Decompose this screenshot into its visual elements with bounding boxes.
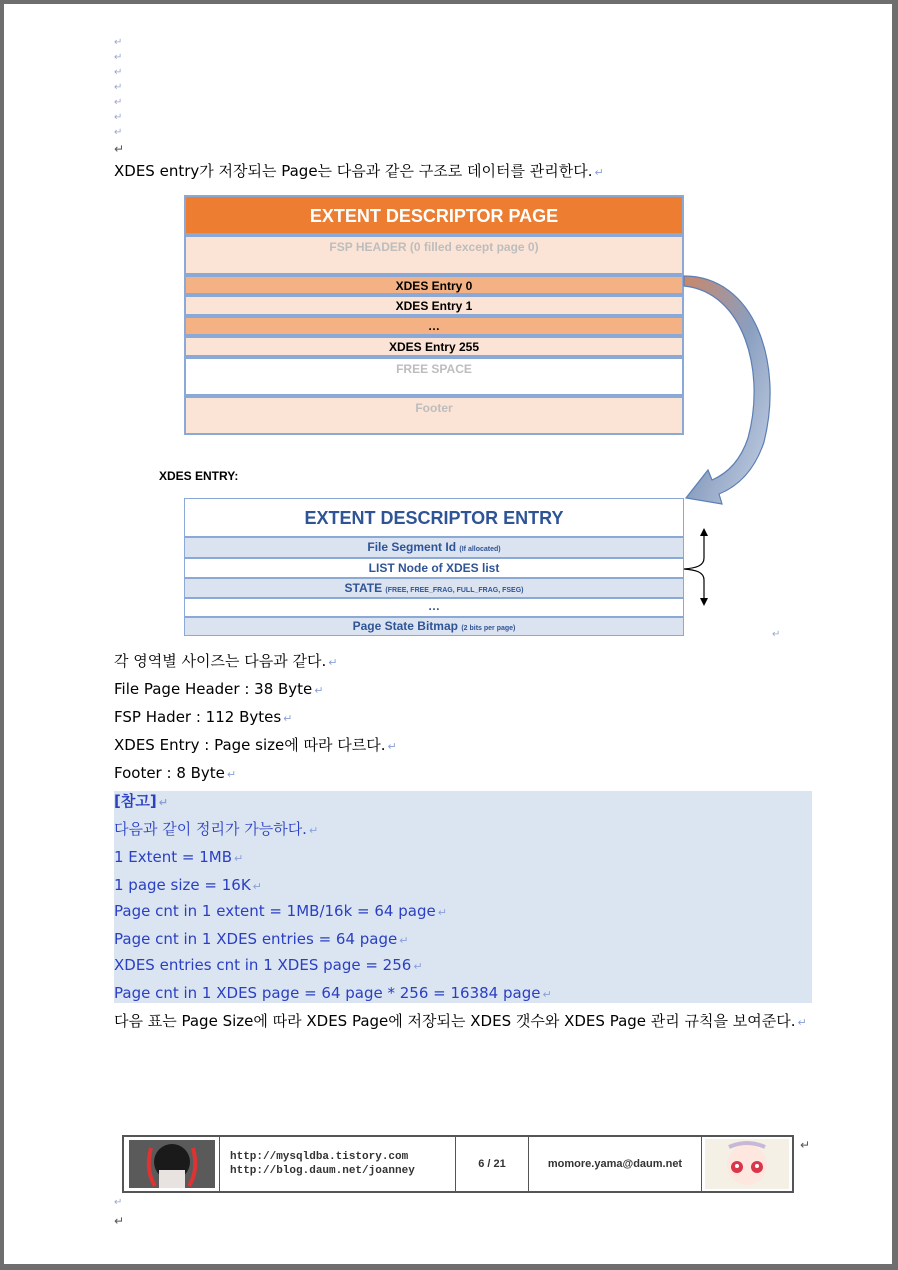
size-line-text: XDES Entry : Page size에 따라 다르다.: [114, 736, 386, 754]
xdes-entry-row: XDES Entry 1: [184, 295, 684, 316]
entry-row: [184, 558, 684, 578]
note-line-text: XDES entries cnt in 1 XDES page = 256: [114, 956, 412, 974]
note-title-text: [참고]: [114, 792, 157, 810]
avatar: [705, 1139, 789, 1189]
closing-text: 다음 표는 Page Size에 따라 XDES Page에 저장되는 XDES 갯수와 XDES Page 관리 규칙을 보여준다.: [114, 1012, 796, 1030]
note-line: [114, 930, 408, 950]
paragraph-mark: ↵: [399, 934, 409, 947]
entry-row-sub: (2 bits per page): [461, 625, 516, 632]
entry-diagram-title: EXTENT DESCRIPTOR ENTRY: [184, 498, 684, 537]
note-line: [114, 956, 423, 976]
entry-row-main: LIST Node of XDES list: [368, 561, 500, 575]
size-line: [114, 680, 324, 700]
note-line-text: 다음과 같이 정리가 가능하다.: [114, 820, 307, 838]
entry-row-sub: (FREE, FREE_FRAG, FULL_FRAG, FSEG): [385, 587, 524, 594]
note-line-text: Page cnt in 1 extent = 1MB/16k = 64 page: [114, 902, 436, 920]
paragraph-mark: ↵: [114, 112, 123, 123]
note-line: [114, 984, 552, 1004]
footer-row: Footer: [184, 396, 684, 435]
paragraph-mark: ↵: [114, 52, 123, 63]
brace-arrows-icon: [676, 526, 716, 606]
paragraph-mark: ↵: [114, 67, 123, 78]
footer-url-link[interactable]: http://mysqldba.tistory.com: [230, 1151, 409, 1163]
footer-email-cell: [529, 1137, 702, 1191]
entry-row: [184, 537, 684, 558]
free-space-row: FREE SPACE: [184, 357, 684, 396]
footer-avatar-left-cell: [124, 1137, 220, 1191]
paragraph-mark: ↵: [314, 684, 324, 697]
paragraph-mark: ↵: [308, 824, 319, 837]
paragraph-mark: ↵: [226, 768, 237, 781]
closing-paragraph: [114, 1012, 807, 1032]
footer-avatar-right-cell: [702, 1137, 792, 1191]
paragraph-mark: ↵: [800, 1138, 811, 1152]
note-line: [114, 820, 318, 840]
entry-row-main: File Segment Id: [367, 540, 457, 554]
note-line: [114, 848, 243, 868]
note-title: [114, 792, 168, 812]
paragraph-mark: ↵: [114, 127, 123, 138]
paragraph-mark: ↵: [114, 82, 123, 93]
size-line: [114, 708, 292, 728]
note-line-text: 1 page size = 16K: [114, 876, 251, 894]
paragraph-mark: ↵: [328, 656, 338, 669]
entry-row-main: …: [428, 599, 440, 613]
entry-row-main: STATE: [344, 581, 383, 595]
size-line-text: 각 영역별 사이즈는 다음과 같다.: [114, 652, 327, 670]
intro-text: XDES entry가 저장되는 Page는 다음과 같은 구조로 데이터를 관리한다.: [114, 162, 593, 180]
page-diagram-title: EXTENT DESCRIPTOR PAGE: [184, 195, 684, 235]
note-line-text: Page cnt in 1 XDES page = 64 page * 256 = 16384 page: [114, 984, 541, 1002]
size-line: [114, 736, 397, 756]
paragraph-mark: ↵: [387, 740, 397, 753]
xdes-entry-ellipsis-row: …: [184, 316, 684, 336]
avatar: [129, 1140, 215, 1188]
entry-row-main: Page State Bitmap: [352, 619, 458, 633]
xdes-entry-label: XDES ENTRY:: [159, 469, 239, 483]
document-page: [4, 4, 892, 1264]
size-line-text: File Page Header : 38 Byte: [114, 680, 313, 698]
xdes-entry-row: XDES Entry 0: [184, 275, 684, 295]
paragraph-mark: ↵: [114, 97, 123, 108]
paragraph-mark: ↵: [594, 166, 604, 179]
footer-email-link[interactable]: momore.yama@daum.net: [547, 1158, 683, 1170]
size-line-text: Footer : 8 Byte: [114, 764, 225, 782]
note-line-text: Page cnt in 1 XDES entries = 64 page: [114, 930, 398, 948]
paragraph-mark: ↵: [772, 629, 781, 640]
paragraph-mark: ↵: [542, 988, 552, 1001]
paragraph-mark: ↵: [158, 796, 168, 809]
paragraph-mark: ↵: [252, 880, 262, 893]
note-line: [114, 902, 447, 922]
size-line: [114, 652, 337, 672]
fsp-header-row: FSP HEADER (0 filled except page 0): [184, 235, 684, 275]
page-number: 6 / 21: [478, 1158, 506, 1170]
note-line-text: 1 Extent = 1MB: [114, 848, 233, 866]
page-footer: [122, 1135, 794, 1193]
paragraph-mark: ↵: [413, 960, 423, 973]
entry-row-sub: (If allocated): [459, 546, 501, 553]
footer-urls-cell: [220, 1137, 456, 1191]
entry-row: [184, 598, 684, 617]
footer-page-number-cell: [456, 1137, 529, 1191]
size-line: [114, 764, 236, 784]
xdes-entry-row: XDES Entry 255: [184, 336, 684, 357]
entry-row: [184, 578, 684, 598]
intro-paragraph: [114, 162, 604, 182]
paragraph-mark: ↵: [114, 142, 125, 156]
paragraph-mark: ↵: [234, 852, 244, 865]
footer-url-link[interactable]: http://blog.daum.net/joanney: [230, 1165, 415, 1177]
paragraph-mark: ↵: [114, 1197, 123, 1208]
paragraph-mark: ↵: [114, 1214, 125, 1228]
paragraph-mark: ↵: [283, 712, 293, 725]
curved-arrow-icon: [674, 272, 784, 512]
paragraph-mark: ↵: [114, 37, 123, 48]
note-line: [114, 876, 262, 896]
entry-row: [184, 617, 684, 636]
paragraph-mark: ↵: [437, 906, 447, 919]
paragraph-mark: ↵: [797, 1016, 807, 1029]
size-line-text: FSP Hader : 112 Bytes: [114, 708, 282, 726]
